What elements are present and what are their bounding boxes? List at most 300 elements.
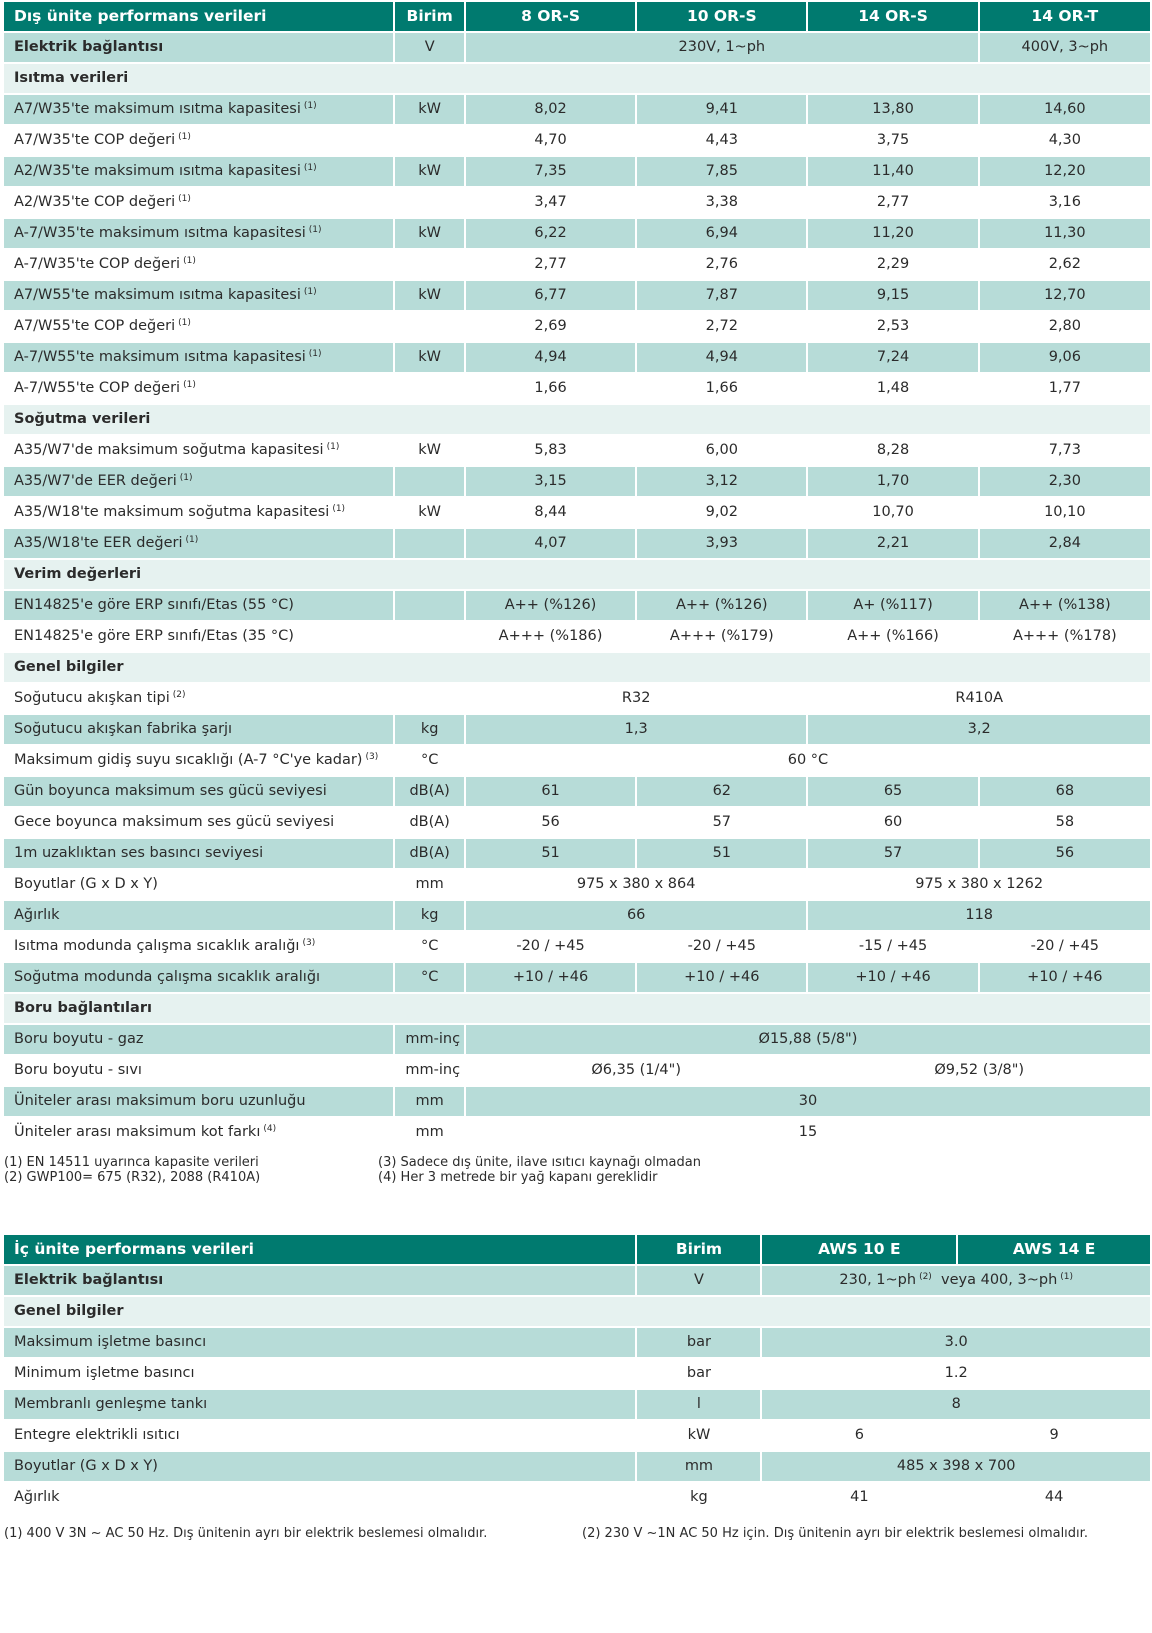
row-label-text: A7/W35'te COP değeri: [14, 131, 176, 148]
model-header: 14 OR-T: [980, 2, 1150, 31]
row-value: 9: [958, 1421, 1150, 1450]
model-header: 14 OR-S: [808, 2, 977, 31]
row-value: -20 / +45: [980, 932, 1150, 961]
row-label: [4, 808, 393, 837]
row-value: R410A: [808, 684, 1150, 713]
row-value: 7,85: [637, 157, 806, 186]
value-part: 230, 1~ph: [839, 1271, 917, 1288]
outdoor-title: Dış ünite performans verileri: [4, 2, 393, 31]
table-row: [4, 622, 1150, 651]
table-row: [4, 1390, 1150, 1419]
model-header: 10 OR-S: [637, 2, 806, 31]
row-label: Elektrik bağlantısı: [4, 1266, 635, 1295]
row-label-text: Soğutucu akışkan fabrika şarjı: [14, 720, 233, 737]
row-unit: [395, 591, 464, 620]
footnote-ref: (1): [308, 348, 322, 359]
row-value: [762, 1266, 1150, 1295]
row-label-text: Maksimum gidiş suyu sıcaklığı (A-7 °C'ye kadar): [14, 751, 363, 768]
row-label: [4, 591, 393, 620]
row-value: 60: [808, 808, 977, 837]
footnote-ref: (1): [332, 503, 346, 514]
row-unit: kW: [395, 436, 464, 465]
table-row: [4, 808, 1150, 837]
row-value: R32: [466, 684, 807, 713]
row-value: 3,47: [466, 188, 635, 217]
footnote-ref: (3): [302, 937, 316, 948]
row-label: [4, 188, 393, 217]
table-row: [4, 870, 1150, 899]
table-row: [4, 529, 1150, 558]
row-label-text: Soğutma modunda çalışma sıcaklık aralığı: [14, 968, 321, 985]
row-label-text: Minimum işletme basıncı: [14, 1364, 195, 1381]
row-value: 1,3: [466, 715, 807, 744]
row-label: [4, 498, 393, 527]
footnote: (2) GWP100= 675 (R32), 2088 (R410A): [4, 1170, 261, 1185]
row-label-text: A2/W35'te maksimum ısıtma kapasitesi: [14, 162, 301, 179]
row-label-text: Üniteler arası maksimum boru uzunluğu: [14, 1092, 306, 1109]
row-value: 8,44: [466, 498, 635, 527]
table-row: [4, 250, 1150, 279]
row-value: 6,22: [466, 219, 635, 248]
row-value: 57: [808, 839, 977, 868]
table-row: [4, 498, 1150, 527]
table-row: [4, 33, 1150, 62]
row-value: 4,43: [637, 126, 806, 155]
table-row: [4, 436, 1150, 465]
footnote: (3) Sadece dış ünite, ilave ısıtıcı kaynağı olmadan: [378, 1155, 701, 1170]
row-label-text: A-7/W35'te COP değeri: [14, 255, 181, 272]
row-value: 9,02: [637, 498, 806, 527]
footnote-ref: (1): [308, 224, 322, 235]
row-value: 11,40: [808, 157, 977, 186]
row-label: [4, 932, 393, 961]
row-value: 65: [808, 777, 977, 806]
row-label-text: A35/W7'de maksimum soğutma kapasitesi: [14, 441, 324, 458]
row-value: 68: [980, 777, 1150, 806]
section-heading: Boru bağlantıları: [4, 994, 1150, 1023]
row-value: 10,10: [980, 498, 1150, 527]
footnote: (1) EN 14511 uyarınca kapasite verileri: [4, 1155, 259, 1170]
row-value: 3.0: [762, 1328, 1150, 1357]
row-value: A++ (%166): [808, 622, 977, 651]
table-row: [4, 746, 1150, 775]
row-unit: [395, 622, 464, 651]
footnote-ref: (1): [303, 162, 317, 173]
row-unit: mm-inç: [395, 1025, 464, 1054]
row-unit: [395, 250, 464, 279]
row-value: 3,12: [637, 467, 806, 496]
row-label: [4, 219, 393, 248]
row-label-text: Boru boyutu - sıvı: [14, 1061, 142, 1078]
footnote-ref: (1): [185, 534, 199, 545]
row-label-text: Ağırlık: [14, 1488, 60, 1505]
indoor-table-body: [4, 1266, 1150, 1512]
row-unit: kW: [395, 498, 464, 527]
table-row: [4, 312, 1150, 341]
row-label-text: Entegre elektrikli ısıtıcı: [14, 1426, 180, 1443]
row-label-text: Boyutlar (G x D x Y): [14, 875, 158, 892]
row-label: [4, 1421, 635, 1450]
row-label-text: A35/W18'te maksimum soğutma kapasitesi: [14, 503, 330, 520]
row-label: [4, 715, 393, 744]
table-row: [4, 684, 1150, 713]
table-row: [4, 932, 1150, 961]
footnote-ref: (3): [365, 751, 379, 762]
row-value: 58: [980, 808, 1150, 837]
row-label-text: Isıtma modunda çalışma sıcaklık aralığı: [14, 937, 300, 954]
row-value: 9,41: [637, 95, 806, 124]
row-unit: dB(A): [395, 808, 464, 837]
row-label: [4, 126, 393, 155]
row-value: 3,75: [808, 126, 977, 155]
indoor-title: İç ünite performans verileri: [4, 1235, 635, 1264]
row-unit: [395, 684, 464, 713]
row-value: -15 / +45: [808, 932, 977, 961]
table-row: [4, 1025, 1150, 1054]
model-header: 8 OR-S: [466, 2, 635, 31]
row-label-text: Maksimum işletme basıncı: [14, 1333, 207, 1350]
row-label: [4, 777, 393, 806]
section-heading: Isıtma verileri: [4, 64, 1150, 93]
row-value: 6: [762, 1421, 956, 1450]
row-unit: °C: [395, 932, 464, 961]
row-label-text: A-7/W55'te maksimum ısıtma kapasitesi: [14, 348, 306, 365]
row-unit: mm: [395, 1118, 464, 1147]
row-unit: kW: [395, 343, 464, 372]
footnote: (4) Her 3 metrede bir yağ kapanı gereklidir: [378, 1170, 658, 1185]
row-value: 1,66: [466, 374, 635, 403]
row-value: A++ (%138): [980, 591, 1150, 620]
outdoor-footnotes: [4, 1149, 1152, 1193]
row-unit: kW: [395, 219, 464, 248]
row-value: 2,30: [980, 467, 1150, 496]
row-value: 2,21: [808, 529, 977, 558]
footnote-ref: (1): [303, 100, 317, 111]
row-unit: mm: [395, 1087, 464, 1116]
row-value: 230V, 1~ph: [466, 33, 978, 62]
row-value: 10,70: [808, 498, 977, 527]
table-row: [4, 1087, 1150, 1116]
row-label: [4, 1452, 635, 1481]
row-label: [4, 1483, 635, 1512]
row-label: [4, 281, 393, 310]
row-value: A+ (%117): [808, 591, 977, 620]
row-unit: [395, 467, 464, 496]
row-value: 1,77: [980, 374, 1150, 403]
footnote-ref: (1): [179, 472, 193, 483]
row-value: 485 x 398 x 700: [762, 1452, 1150, 1481]
row-unit: [395, 188, 464, 217]
row-unit: V: [395, 33, 464, 62]
table-row: [4, 126, 1150, 155]
row-value: 4,70: [466, 126, 635, 155]
row-value: 15: [466, 1118, 1150, 1147]
row-value: 3,38: [637, 188, 806, 217]
row-value: 3,16: [980, 188, 1150, 217]
row-value: 400V, 3~ph: [980, 33, 1150, 62]
row-label-text: Membranlı genleşme tankı: [14, 1395, 208, 1412]
row-label: [4, 901, 393, 930]
row-label: [4, 467, 393, 496]
row-label-text: Gece boyunca maksimum ses gücü seviyesi: [14, 813, 335, 830]
section-heading: Soğutma verileri: [4, 405, 1150, 434]
table-row: [4, 219, 1150, 248]
row-label-text: EN14825'e göre ERP sınıfı/Etas (55 °C): [14, 596, 294, 613]
row-label: [4, 1390, 635, 1419]
footnote-ref: (1): [178, 193, 191, 204]
table-row: [4, 1483, 1150, 1512]
row-label-text: A35/W7'de EER değeri: [14, 472, 177, 489]
row-label-text: Elektrik bağlantısı: [14, 38, 164, 55]
spacer: [4, 1193, 1152, 1233]
row-value: 2,72: [637, 312, 806, 341]
section-row: [4, 560, 1150, 589]
row-label: [4, 33, 393, 62]
footnote-ref: (4): [263, 1123, 277, 1134]
row-value: 60 °C: [466, 746, 1150, 775]
footnote-ref: (1): [326, 441, 340, 452]
row-value: 3,93: [637, 529, 806, 558]
table-row: [4, 188, 1150, 217]
row-value: 3,15: [466, 467, 635, 496]
row-label-text: A7/W55'te maksimum ısıtma kapasitesi: [14, 286, 301, 303]
row-unit: [395, 374, 464, 403]
row-value: 30: [466, 1087, 1150, 1116]
row-value: 56: [980, 839, 1150, 868]
row-value: Ø9,52 (3/8"): [808, 1056, 1150, 1085]
row-value: 12,70: [980, 281, 1150, 310]
model-header: AWS 14 E: [958, 1235, 1150, 1264]
table-row: [4, 467, 1150, 496]
row-label: [4, 746, 393, 775]
row-unit: mm-inç: [395, 1056, 464, 1085]
row-label-text: Gün boyunca maksimum ses gücü seviyesi: [14, 782, 327, 799]
row-value: 11,30: [980, 219, 1150, 248]
row-value: +10 / +46: [466, 963, 635, 992]
row-label-text: A2/W35'te COP değeri: [14, 193, 176, 210]
unit-header: Birim: [637, 1235, 760, 1264]
footnote-ref: (1): [183, 255, 196, 266]
table-row: [4, 343, 1150, 372]
row-unit: kg: [637, 1483, 760, 1512]
outdoor-header-row: [4, 2, 1150, 31]
row-value: 1,70: [808, 467, 977, 496]
row-value: Ø15,88 (5/8"): [466, 1025, 1150, 1054]
table-row: [4, 1266, 1150, 1295]
row-label: [4, 374, 393, 403]
row-label: [4, 1056, 393, 1085]
row-unit: kW: [637, 1421, 760, 1450]
section-heading: Genel bilgiler: [4, 653, 1150, 682]
row-value: 6,77: [466, 281, 635, 310]
table-row: [4, 1452, 1150, 1481]
row-unit: dB(A): [395, 777, 464, 806]
table-row: [4, 374, 1150, 403]
row-value: +10 / +46: [808, 963, 977, 992]
row-label-text: Boyutlar (G x D x Y): [14, 1457, 158, 1474]
row-value: 2,69: [466, 312, 635, 341]
row-value: 5,83: [466, 436, 635, 465]
section-row: [4, 653, 1150, 682]
table-row: [4, 95, 1150, 124]
row-label-text: A35/W18'te EER değeri: [14, 534, 183, 551]
row-label: [4, 250, 393, 279]
row-value: 56: [466, 808, 635, 837]
table-row: [4, 839, 1150, 868]
row-label: [4, 1359, 635, 1388]
row-value: A+++ (%186): [466, 622, 635, 651]
row-unit: kg: [395, 901, 464, 930]
row-value: 2,77: [466, 250, 635, 279]
row-value: +10 / +46: [637, 963, 806, 992]
row-unit: kW: [395, 95, 464, 124]
footnote-ref: (1): [178, 131, 191, 142]
row-value: 57: [637, 808, 806, 837]
row-value: A++ (%126): [466, 591, 635, 620]
row-label: [4, 963, 393, 992]
footnote-ref: (2): [919, 1271, 932, 1282]
indoor-footnotes: [4, 1514, 1152, 1544]
table-row: [4, 901, 1150, 930]
row-value: A+++ (%179): [637, 622, 806, 651]
section-row: [4, 1297, 1150, 1326]
table-row: [4, 715, 1150, 744]
section-heading: Genel bilgiler: [4, 1297, 1150, 1326]
row-label: [4, 622, 393, 651]
table-row: [4, 1421, 1150, 1450]
table-row: [4, 1056, 1150, 1085]
row-value: 6,00: [637, 436, 806, 465]
row-label: [4, 312, 393, 341]
table-row: [4, 1359, 1150, 1388]
row-value: -20 / +45: [637, 932, 806, 961]
row-value: 1,66: [637, 374, 806, 403]
row-unit: bar: [637, 1328, 760, 1357]
row-label-text: A-7/W55'te COP değeri: [14, 379, 181, 396]
row-unit: [395, 312, 464, 341]
row-unit: kW: [395, 157, 464, 186]
footnote-ref: (1): [183, 379, 196, 390]
row-label-text: Üniteler arası maksimum kot farkı: [14, 1123, 261, 1140]
table-row: [4, 1328, 1150, 1357]
model-header: AWS 10 E: [762, 1235, 956, 1264]
row-value: 7,24: [808, 343, 977, 372]
outdoor-table-body: [4, 33, 1150, 1147]
row-value: 4,07: [466, 529, 635, 558]
row-label-text: Soğutucu akışkan tipi: [14, 689, 170, 706]
row-unit: °C: [395, 746, 464, 775]
row-value: 61: [466, 777, 635, 806]
row-unit: V: [637, 1266, 760, 1295]
row-label: [4, 1087, 393, 1116]
footnote: (1) 400 V 3N ~ AC 50 Hz. Dış ünitenin ayrı bir elektrik beslemesi olmalıdır.: [4, 1526, 488, 1541]
row-value: 62: [637, 777, 806, 806]
row-unit: mm: [637, 1452, 760, 1481]
row-value: 8,28: [808, 436, 977, 465]
row-value: 12,20: [980, 157, 1150, 186]
row-unit: °C: [395, 963, 464, 992]
row-value: 9,06: [980, 343, 1150, 372]
value-part: veya 400, 3~ph: [941, 1271, 1058, 1288]
indoor-header-row: [4, 1235, 1150, 1264]
row-unit: bar: [637, 1359, 760, 1388]
row-label: [4, 839, 393, 868]
table-row: [4, 157, 1150, 186]
table-row: [4, 281, 1150, 310]
row-unit: l: [637, 1390, 760, 1419]
row-value: A+++ (%178): [980, 622, 1150, 651]
row-value: 9,15: [808, 281, 977, 310]
row-unit: kg: [395, 715, 464, 744]
row-value: 3,2: [808, 715, 1150, 744]
table-row: [4, 963, 1150, 992]
row-value: 7,35: [466, 157, 635, 186]
footnote-ref: (1): [303, 286, 317, 297]
row-label-text: Ağırlık: [14, 906, 60, 923]
row-label: [4, 870, 393, 899]
row-value: 2,53: [808, 312, 977, 341]
row-unit: [395, 126, 464, 155]
row-value: 51: [637, 839, 806, 868]
row-value: 8: [762, 1390, 1150, 1419]
row-value: 2,80: [980, 312, 1150, 341]
row-unit: mm: [395, 870, 464, 899]
section-heading: Verim değerleri: [4, 560, 1150, 589]
row-value: 41: [762, 1483, 956, 1512]
row-value: 2,84: [980, 529, 1150, 558]
row-value: -20 / +45: [466, 932, 635, 961]
row-label: [4, 343, 393, 372]
row-value: 8,02: [466, 95, 635, 124]
footnote-ref: (1): [1060, 1271, 1074, 1282]
indoor-performance-table: [2, 1233, 1152, 1514]
section-row: [4, 994, 1150, 1023]
row-label: [4, 1025, 393, 1054]
footnote-ref: (1): [178, 317, 191, 328]
row-value: A++ (%126): [637, 591, 806, 620]
footnote: (2) 230 V ~1N AC 50 Hz için. Dış ünitenin ayrı bir elektrik beslemesi olmalıdır.: [582, 1526, 1088, 1541]
row-value: 975 x 380 x 1262: [808, 870, 1150, 899]
outdoor-performance-table: [2, 0, 1152, 1149]
row-label: [4, 157, 393, 186]
row-label-text: Boru boyutu - gaz: [14, 1030, 144, 1047]
row-value: 4,30: [980, 126, 1150, 155]
row-value: 118: [808, 901, 1150, 930]
row-value: 4,94: [466, 343, 635, 372]
row-unit: dB(A): [395, 839, 464, 868]
row-label-text: 1m uzaklıktan ses basıncı seviyesi: [14, 844, 264, 861]
row-label: [4, 1328, 635, 1357]
section-row: [4, 405, 1150, 434]
row-label-text: A7/W55'te COP değeri: [14, 317, 176, 334]
row-value: 6,94: [637, 219, 806, 248]
row-label: [4, 436, 393, 465]
row-value: 14,60: [980, 95, 1150, 124]
row-label: [4, 684, 393, 713]
row-unit: [395, 529, 464, 558]
row-value: 7,87: [637, 281, 806, 310]
row-label: [4, 1118, 393, 1147]
row-label: [4, 529, 393, 558]
table-row: [4, 1118, 1150, 1147]
row-value: 7,73: [980, 436, 1150, 465]
table-row: [4, 777, 1150, 806]
row-value: 2,76: [637, 250, 806, 279]
row-label-text: A7/W35'te maksimum ısıtma kapasitesi: [14, 100, 301, 117]
row-label: [4, 95, 393, 124]
row-label-text: A-7/W35'te maksimum ısıtma kapasitesi: [14, 224, 306, 241]
row-value: 44: [958, 1483, 1150, 1512]
